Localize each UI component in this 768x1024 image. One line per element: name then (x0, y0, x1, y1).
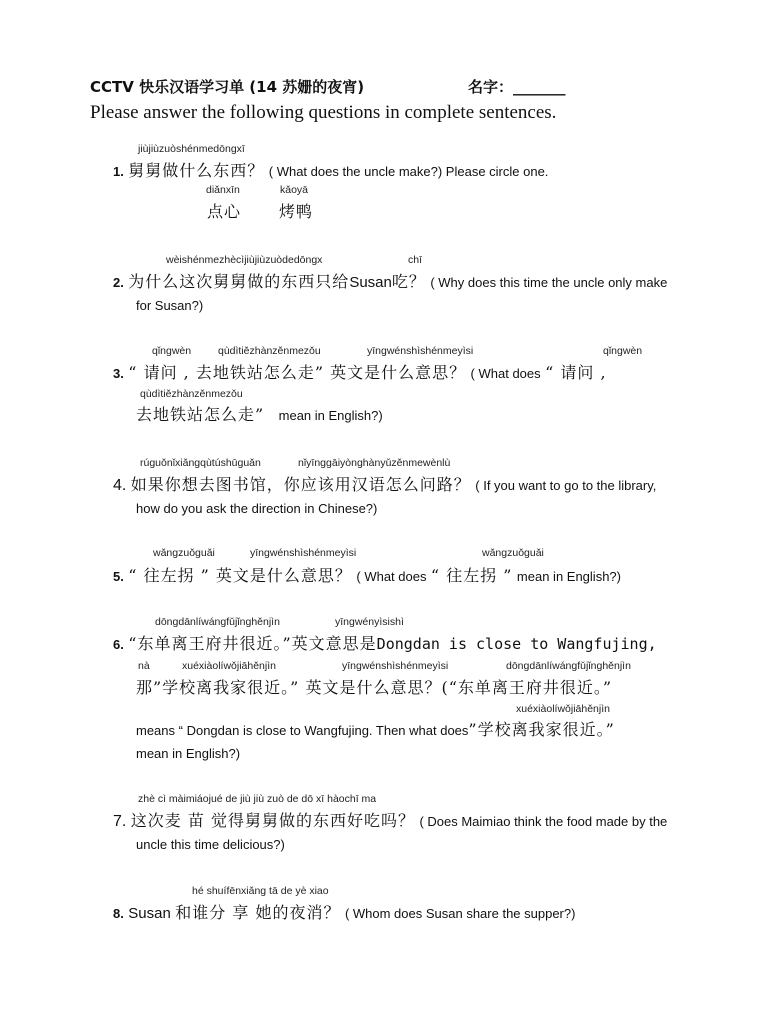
q6-pinyin-f: dōngdānlíwángfǔjǐnghěnjìn (506, 660, 631, 672)
q5-number: 5. (113, 569, 124, 584)
q2-pinyin-a: wèishénmezhècìjiùjiùzuòdedōngx (166, 254, 323, 266)
q8-latin: Susan (128, 905, 171, 922)
q4-english-b: how do you ask the direction in Chinese?) (136, 501, 378, 516)
q2-chinese-b: 吃？ (391, 272, 426, 291)
q1-pinyin: jiùjiùzuòshénmedōngxī (138, 143, 245, 155)
q6-latin-a: Dongdan is close to Wangfujing, (376, 635, 657, 653)
q4-number: 4. (113, 477, 127, 494)
q6-chinese-b: 那”学校离我家很近。” 英文是什么意思？(“东单离王府井很近。” (136, 678, 613, 697)
q1-english: ( What does the uncle make?) Please circle one. (268, 164, 549, 179)
q6-pinyin-b: yīngwényìsishì (335, 616, 404, 628)
worksheet-title: CCTV 快乐汉语学习单 (14 苏姗的夜宵) (90, 78, 365, 96)
q1-number: 1. (113, 164, 124, 179)
q1-option1-pinyin: diǎnxīn (206, 184, 240, 196)
q3-number: 3. (113, 366, 124, 381)
q2-chinese-a: 为什么这次舅舅做的东西只给 (128, 272, 350, 291)
q2-english-b: for Susan?) (136, 298, 204, 313)
instruction-text: Please answer the following questions in complete sentences. (90, 102, 557, 123)
q3-chinese-c: 去地铁站怎么走” (136, 405, 265, 424)
q7-english-b: uncle this time delicious?) (136, 837, 285, 852)
q3-chinese-a: “ 请问 , 去地铁站怎么走” 英文是什么意思？ (128, 363, 467, 382)
q7-english-a: ( Does Maimiao think the food made by the (419, 814, 668, 829)
q2-latin: Susan (349, 274, 392, 291)
q6-pinyin-a: dōngdānlíwángfǔjǐnghěnjìn (155, 616, 280, 628)
q8-number: 8. (113, 906, 124, 921)
q7-chinese: 这次麦 苗 觉得舅舅做的东西好吃吗？ (130, 811, 415, 830)
q6-english-a: means “ Dongdan is close to Wangfujing. Then what does (136, 723, 469, 738)
q4-pinyin-a: rúguǒnǐxiǎngqùtúshūguǎn (140, 457, 261, 469)
q3-pinyin-a: qǐngwèn (152, 345, 192, 357)
q1-chinese: 舅舅做什么东西？ (128, 161, 265, 180)
question-3 (113, 360, 607, 383)
question-6 (113, 631, 657, 654)
q2-number: 2. (113, 275, 124, 290)
q4-pinyin-b: nǐyīnggāiyònghànyǔzěnmewènlù (298, 457, 451, 469)
q3-chinese-b: “ 请问 , (545, 363, 607, 382)
q3-pinyin-e: qùdìtiězhànzěnmezǒu (140, 388, 243, 400)
q7-number: 7. (113, 813, 127, 830)
question-1 (113, 158, 548, 181)
q7-pinyin: zhè cì màimiáojué de jiù jiù zuò de dō xī hàochī ma (138, 793, 377, 805)
question-6-cont (136, 717, 615, 740)
q4-english-a: ( If you want to go to the library, (475, 478, 657, 493)
q5-english-b: mean in English?) (516, 569, 621, 584)
question-2 (113, 269, 667, 292)
q6-pinyin-c: nà (138, 660, 150, 672)
q5-chinese-b: “ 往左拐 ” (430, 566, 513, 585)
q5-pinyin-c: wǎngzuǒguǎi (482, 547, 544, 559)
q2-pinyin-b: chī (408, 254, 423, 266)
q4-chinese: 如果你想去图书馆，你应该用汉语怎么问路？ (130, 475, 471, 494)
question-7 (113, 808, 667, 831)
q3-pinyin-b: qùdìtiězhànzěnmezǒu (218, 345, 321, 357)
q3-pinyin-c: yīngwénshìshénmeyìsi (367, 345, 474, 357)
q3-pinyin-d: qǐngwèn (603, 345, 643, 357)
q8-pinyin: hé shuífēnxiǎng tā de yè xiao (192, 885, 329, 897)
question-5 (113, 563, 621, 586)
q6-pinyin-d: xuéxiàolíwǒjiāhěnjìn (182, 660, 276, 672)
q3-english-a: ( What does (470, 366, 541, 381)
question-4 (113, 472, 656, 495)
q1-option1[interactable]: 点心 (207, 202, 242, 221)
q8-english: ( Whom does Susan share the supper?) (344, 906, 576, 921)
q6-pinyin-e: yīngwénshìshénmeyìsi (342, 660, 449, 672)
name-field-label: 名字：_______ (468, 78, 566, 96)
q1-option2-pinyin: kǎoyā (280, 184, 309, 196)
q5-chinese-a: “ 往左拐 ” 英文是什么意思？ (128, 566, 352, 585)
question-3-cont (136, 402, 383, 425)
q6-pinyin-g: xuéxiàolíwǒjiāhěnjìn (516, 703, 610, 715)
q5-pinyin-a: wǎngzuǒguǎi (153, 547, 215, 559)
q6-english-b: mean in English?) (136, 746, 241, 761)
question-8 (113, 900, 575, 923)
q5-english-a: ( What does (356, 569, 427, 584)
q2-english-a: ( Why does this time the uncle only make (430, 275, 668, 290)
q1-option2[interactable]: 烤鸭 (279, 202, 314, 221)
q5-pinyin-b: yīngwénshìshénmeyìsi (250, 547, 357, 559)
q6-number: 6. (113, 637, 124, 652)
q6-chinese-a: “东单离王府井很近。”英文意思是 (128, 634, 377, 653)
q3-english-b: mean in English?) (278, 408, 383, 423)
q8-chinese: 和谁分 享 她的夜消？ (175, 903, 341, 922)
q6-chinese-c: ”学校离我家很近。” (468, 720, 615, 739)
